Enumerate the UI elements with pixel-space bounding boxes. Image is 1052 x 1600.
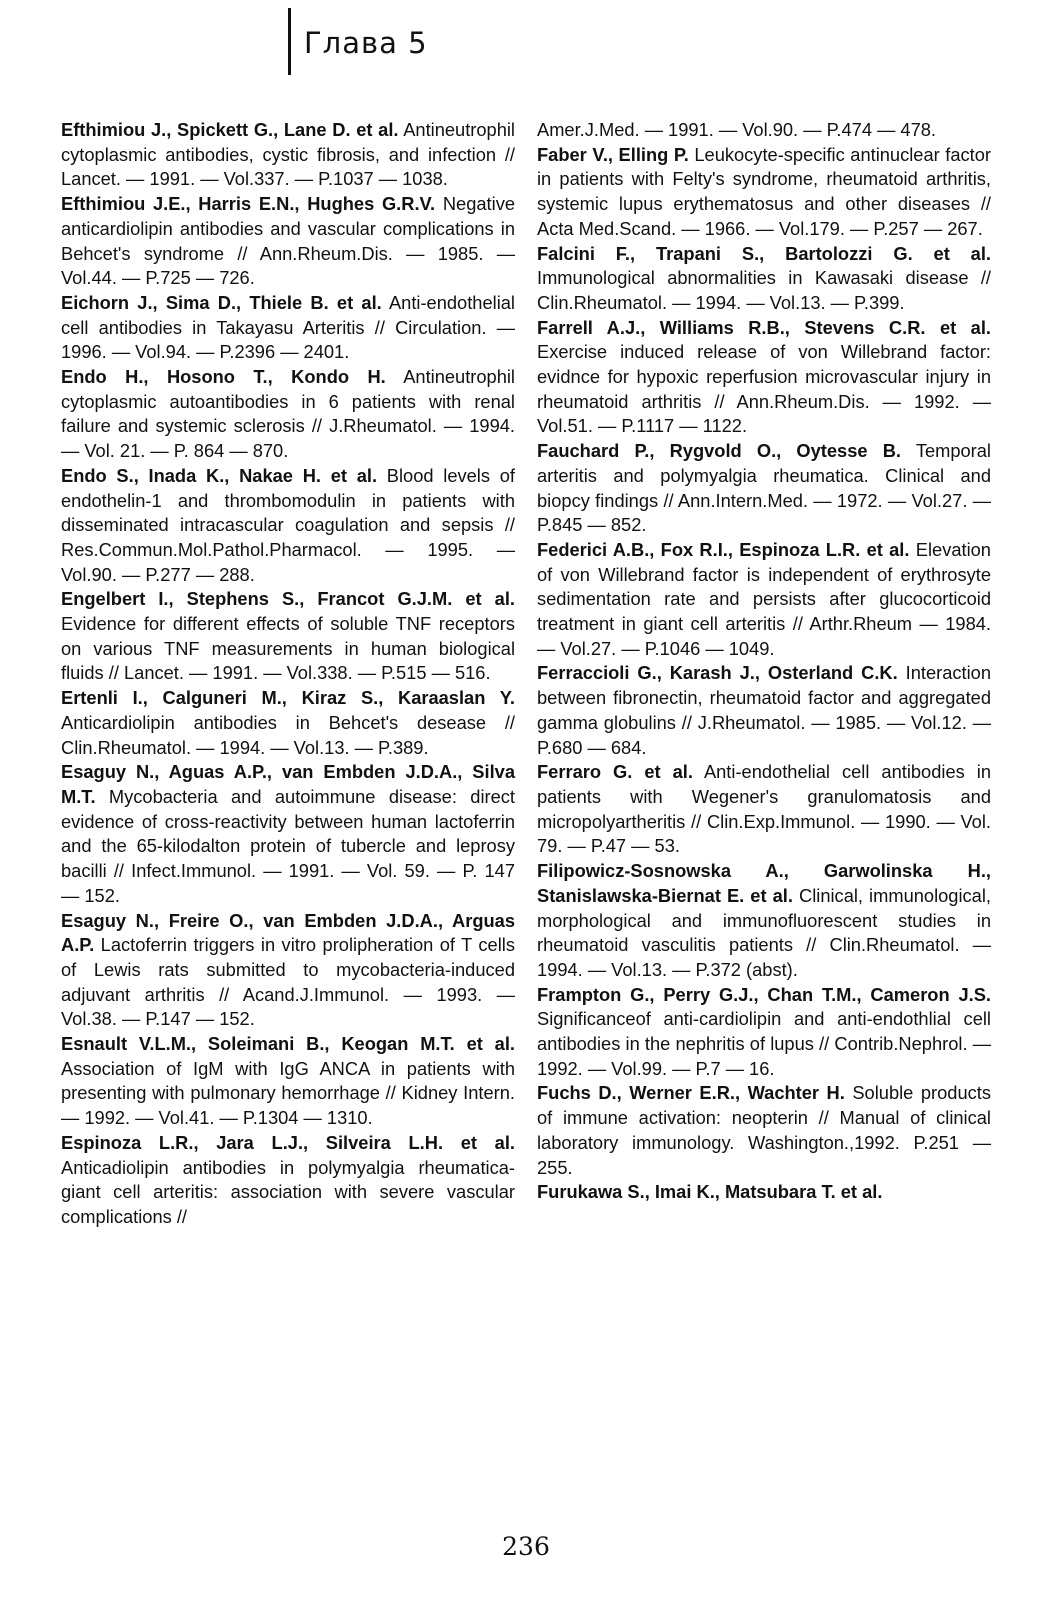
reference-authors: Esaguy N., Freire O., van Embden J.D.A., Arguas A.P.: [61, 909, 515, 956]
reference-authors: Ertenli I., Calguneri M., Kiraz S., Karaaslan Y.: [61, 687, 515, 709]
reference-authors: Ferraccioli G., Karash J., Osterland C.K.: [537, 662, 898, 684]
reference-text: Exercise induced release of von Willebrand factor: evidnce for hypoxic reperfusion microvascular injury in rheumatoid arthritis // Ann.Rheum.Dis. — 1992. — Vol.51. — P.1117 — 1122.: [537, 341, 991, 437]
reference-text: Leukocyte-specific antinuclear factor in patients with Felty's syndrome, rheumatoid arthritis, systemic lupus erythematosus and other diseases // Acta Med.Scand. — 1966. — Vol.179. — P.257 — 267.: [537, 143, 991, 239]
reference-authors: Falcini F., Trapani S., Bartolozzi G. et al.: [537, 242, 991, 264]
reference-text: Association of IgM with IgG ANCA in patients with presenting with pulmonary hemorrhage // Kidney Intern. — 1992. — Vol.41. — P.1304 — 1310.: [61, 1057, 515, 1129]
reference-text: Amer.J.Med. — 1991. — Vol.90. — P.474 — 478.: [537, 119, 937, 140]
reference-authors: Furukawa S., Imai K., Matsubara T. et al.: [537, 1181, 883, 1203]
reference-entry: [61, 291, 515, 365]
reference-text: Anticardiolipin antibodies in Behcet's desease // Clin.Rheumatol. — 1994. — Vol.13. — P.389.: [61, 711, 515, 758]
reference-entry: [61, 365, 515, 464]
page-number: 236: [502, 1532, 550, 1561]
reference-text: Soluble products of immune activation: neopterin // Manual of clinical laboratory immunology. Washington.,1992. P.251 — 255.: [537, 1082, 991, 1178]
reference-authors: Esaguy N., Aguas A.P., van Embden J.D.A., Silva M.T.: [61, 761, 515, 807]
reference-authors: Endo H., Hosono T., Kondo H.: [61, 366, 386, 388]
reference-text: Mycobacteria and autoimmune disease: direct evidence of cross-reactivity between human lactoferrin and the 65-kilodalton protein of tubercle and leprosy bacilli // Infect.Immunol. — 1991. — Vol. 59. — P. 147 — 152.: [61, 785, 515, 906]
reference-entry: [61, 118, 515, 192]
reference-text: Interaction between fibronectin, rheumatoid factor and aggregated gamma globulins // J.Rheumatol. — 1985. — Vol.12. — P.680 — 684.: [537, 662, 991, 758]
reference-entry: [537, 760, 991, 859]
reference-authors: Efthimiou J.E., Harris E.N., Hughes G.R.V.: [61, 193, 436, 215]
reference-entry: [61, 192, 515, 291]
header-rule: [288, 8, 291, 75]
reference-text: Evidence for different effects of soluble TNF receptors on various TNF measurements in human biological fluids // Lancet. — 1991. — Vol.338. — P.515 — 516.: [61, 613, 515, 684]
reference-authors: Faber V., Elling P.: [537, 143, 689, 165]
reference-entry: [537, 983, 991, 1082]
reference-authors: Fauchard P., Rygvold O., Oytesse B.: [537, 440, 901, 462]
reference-entry: [537, 242, 991, 316]
reference-text: Negative anticardiolipin antibodies and vascular complications in Behcet's syndrome // Ann.Rheum.Dis. — 1985. — Vol.44. — P.725 — 726.: [61, 193, 515, 289]
reference-text: Anticadiolipin antibodies in polymyalgia rheumatica-giant cell arteritis: association with severe vascular complications //: [61, 1156, 515, 1227]
reference-entry: [61, 587, 515, 686]
reference-entry: [61, 686, 515, 760]
reference-entry: [61, 909, 515, 1033]
reference-entry: [61, 1032, 515, 1131]
reference-text: Antineutrophil cytoplasmic autoantibodies in 6 patients with renal failure and systemic sclerosis // J.Rheumatol. — 1994. — Vol. 21. — P. 864 — 870.: [61, 366, 515, 462]
reference-authors: Esnault V.L.M., Soleimani B., Keogan M.T. et al.: [61, 1033, 515, 1055]
reference-authors: Engelbert I., Stephens S., Francot G.J.M. et al.: [61, 588, 515, 610]
reference-authors: Federici A.B., Fox R.I., Espinoza L.R. et al.: [537, 538, 910, 560]
reference-authors: Efthimiou J., Spickett G., Lane D. et al.: [61, 119, 399, 140]
reference-authors: Eichorn J., Sima D., Thiele B. et al.: [61, 291, 382, 313]
reference-entry: [61, 1131, 515, 1230]
reference-text: Immunological abnormalities in Kawasaki disease // Clin.Rheumatol. — 1994. — Vol.13. — P.399.: [537, 267, 991, 313]
reference-text: Significanceof anti-cardiolipin and anti-endothlial cell antibodies in the nephritis of lupus // Contrib.Nephrol. — 1992. — Vol.99. — P.7 — 16.: [537, 1008, 991, 1079]
reference-authors: Espinoza L.R., Jara L.J., Silveira L.H. et al.: [61, 1131, 515, 1153]
chapter-title: Глава 5: [304, 26, 428, 60]
reference-text: Clinical, immunological, morphological and immunofluorescent studies in rheumatoid vasculitis patients // Clin.Rheumatol. — 1994. — Vol.13. — P.372 (abst).: [537, 884, 991, 980]
reference-authors: Farrell A.J., Williams R.B., Stevens C.R. et al.: [537, 316, 991, 338]
reference-authors: Endo S., Inada K., Nakae H. et al.: [61, 464, 378, 486]
reference-authors: Filipowicz-Sosnowska A., Garwolinska H., Stanislawska-Biernat E. et al.: [537, 860, 991, 906]
reference-entry: [537, 859, 991, 983]
reference-text: Anti-endothelial cell antibodies in patients with Wegener's granulomatosis and micropolyartheritis // Clin.Exp.Immunol. — 1990. — Vol. 79. — P.47 — 53.: [537, 761, 991, 857]
reference-text: Antineutrophil cytoplasmic antibodies, cystic fibrosis, and infection // Lancet. — 1991. — Vol.337. — P.1037 — 1038.: [61, 119, 515, 190]
reference-entry: [537, 316, 991, 440]
reference-text: Elevation of von Willebrand factor is independent of erythrosyte sedimentation rate and persists after glucocorticoid treatment in giant cell arteritis // Arthr.Rheum — 1984. — Vol.27. — P.1046 — 1049.: [537, 538, 991, 659]
reference-authors: Frampton G., Perry G.J., Chan T.M., Cameron J.S.: [537, 983, 991, 1005]
reference-entry: [537, 118, 991, 143]
reference-entry: [537, 1081, 991, 1180]
reference-entry: [61, 760, 515, 908]
reference-entry: [537, 538, 991, 662]
reference-text: Anti-endothelial cell antibodies in Takayasu Arteritis // Circulation. — 1996. — Vol.94. — P.2396 — 2401.: [61, 291, 515, 363]
reference-entry: [537, 1180, 991, 1205]
reference-entry: [537, 661, 991, 760]
reference-text: Blood levels of endothelin-1 and thrombomodulin in patients with disseminated intracascular coagulation and sepsis // Res.Commun.Mol.Pathol.Pharmacol. — 1995. — Vol.90. — P.277 — 288.: [61, 464, 515, 585]
reference-entry: [61, 464, 515, 588]
reference-text: Temporal arteritis and polymyalgia rheumatica. Clinical and biopcy findings // Ann.Intern.Med. — 1972. — Vol.27. — P.845 — 852.: [537, 440, 991, 536]
reference-entry: [537, 143, 991, 242]
reference-entry: [537, 439, 991, 538]
reference-text: Lactoferrin triggers in vitro prolipheration of T cells of Lewis rats submitted to mycobacteria-induced adjuvant arthritis // Acand.J.Immunol. — 1993. — Vol.38. — P.147 — 152.: [61, 934, 515, 1030]
reference-authors: Ferraro G. et al.: [537, 761, 693, 783]
left-column: [61, 118, 515, 1230]
reference-authors: Fuchs D., Werner E.R., Wachter H.: [537, 1082, 845, 1104]
right-column: [537, 118, 991, 1205]
